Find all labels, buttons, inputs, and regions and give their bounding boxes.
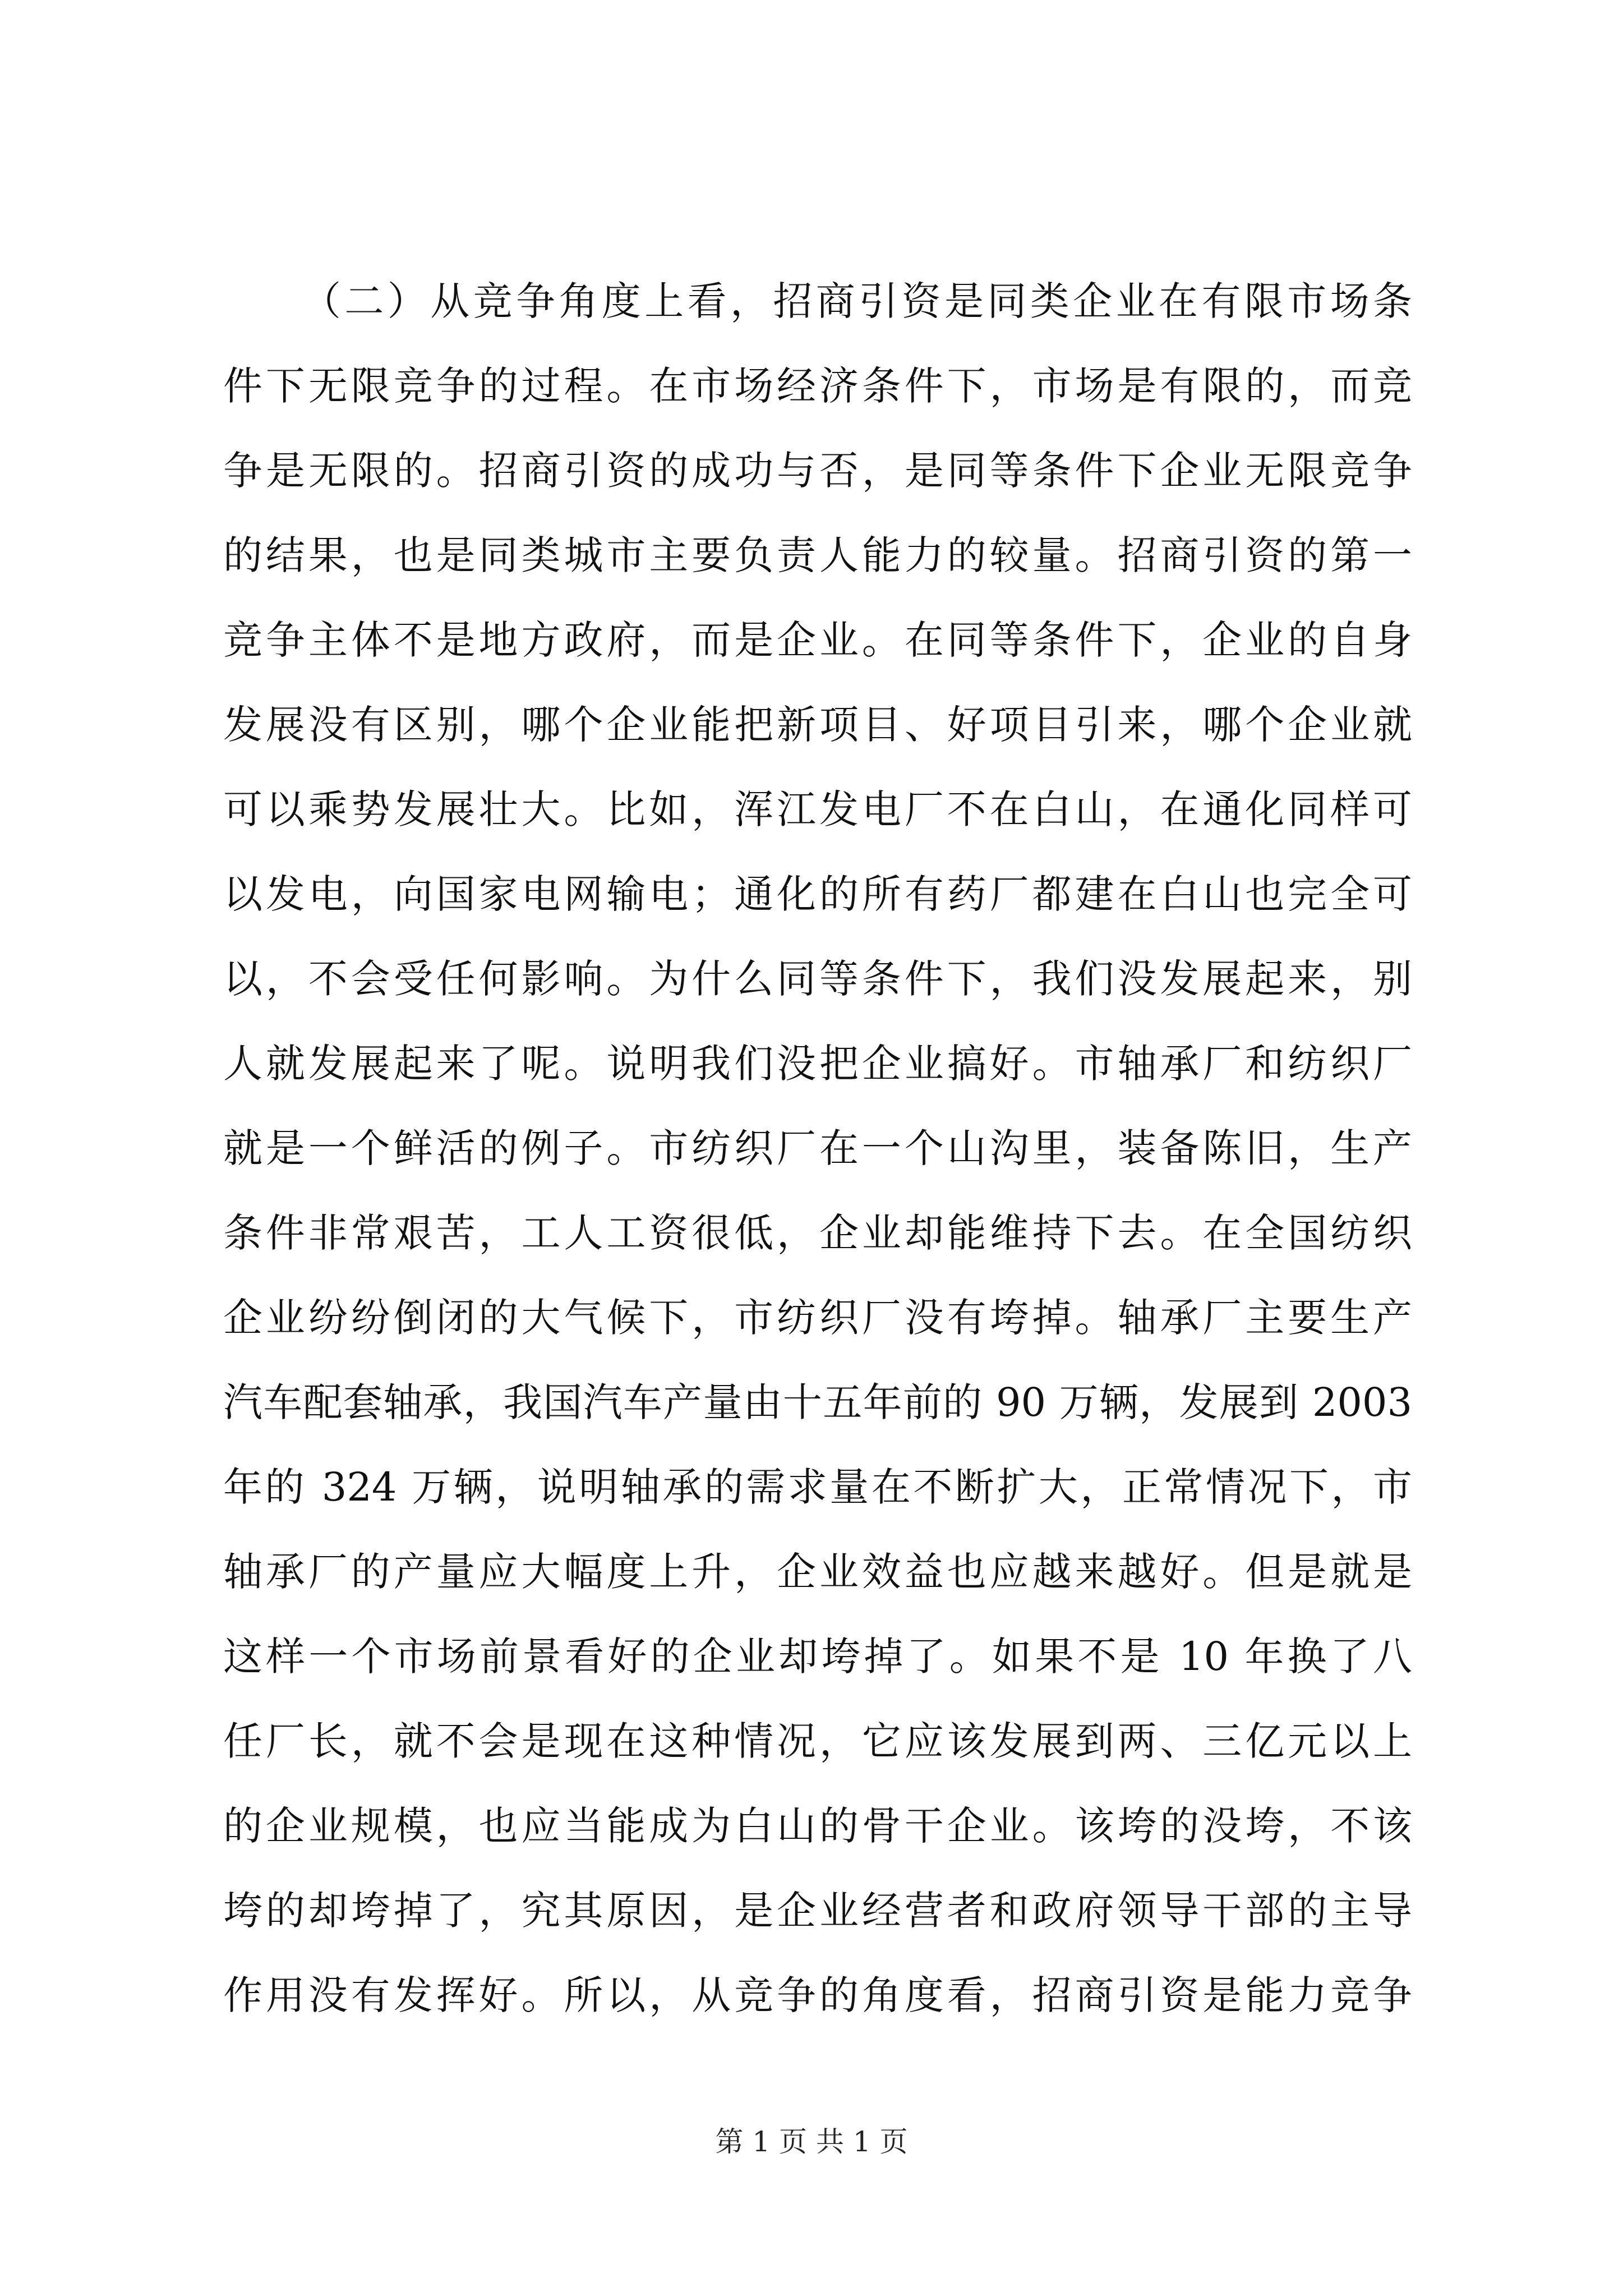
text-line: 垮的却垮掉了，究其原因，是企业经营者和政府领导干部的主导	[223, 1888, 1412, 1934]
text-line: 可以乘势发展壮大。比如，浑江发电厂不在白山，在通化同样可	[223, 786, 1412, 832]
text-line: 竞争主体不是地方政府，而是企业。在同等条件下，企业的自身	[223, 617, 1412, 663]
text-line: 这样一个市场前景看好的企业却垮掉了。如果不是 10 年换了八	[223, 1634, 1412, 1680]
text-line: 发展没有区别，哪个企业能把新项目、好项目引来，哪个企业就	[223, 702, 1412, 748]
text-line: 以，不会受任何影响。为什么同等条件下，我们没发展起来，别	[223, 956, 1412, 1002]
text-line: 以发电，向国家电网输电；通化的所有药厂都建在白山也完全可	[223, 871, 1412, 917]
text-line: 年的 324 万辆，说明轴承的需求量在不断扩大，正常情况下，市	[223, 1464, 1412, 1510]
body-paragraph	[223, 259, 1412, 2038]
text-line: 就是一个鲜活的例子。市纺织厂在一个山沟里，装备陈旧，生产	[223, 1125, 1412, 1171]
text-line: 汽车配套轴承，我国汽车产量由十五年前的 90 万辆，发展到 2003	[223, 1379, 1412, 1425]
text-line: 任厂长，就不会是现在这种情况，它应该发展到两、三亿元以上	[223, 1718, 1412, 1764]
text-line: 条件非常艰苦，工人工资很低，企业却能维持下去。在全国纺织	[223, 1210, 1412, 1256]
text-line: 争是无限的。招商引资的成功与否，是同等条件下企业无限竞争	[223, 448, 1412, 494]
text-line: 轴承厂的产量应大幅度上升，企业效益也应越来越好。但是就是	[223, 1549, 1412, 1595]
text-line: 企业纷纷倒闭的大气候下，市纺织厂没有垮掉。轴承厂主要生产	[223, 1295, 1412, 1341]
text-line: 件下无限竞争的过程。在市场经济条件下，市场是有限的，而竞	[223, 363, 1412, 409]
text-line: 的结果，也是同类城市主要负责人能力的较量。招商引资的第一	[223, 532, 1412, 578]
text-line: 的企业规模，也应当能成为白山的骨干企业。该垮的没垮，不该	[223, 1803, 1412, 1849]
text-line: （二）从竞争角度上看，招商引资是同类企业在有限市场条	[302, 278, 1412, 324]
text-line: 作用没有发挥好。所以，从竞争的角度看，招商引资是能力竞争	[223, 1972, 1412, 2018]
page-number: 第 1 页 共 1 页	[715, 2125, 908, 2158]
text-line: 人就发展起来了呢。说明我们没把企业搞好。市轴承厂和纺织厂	[223, 1041, 1412, 1087]
